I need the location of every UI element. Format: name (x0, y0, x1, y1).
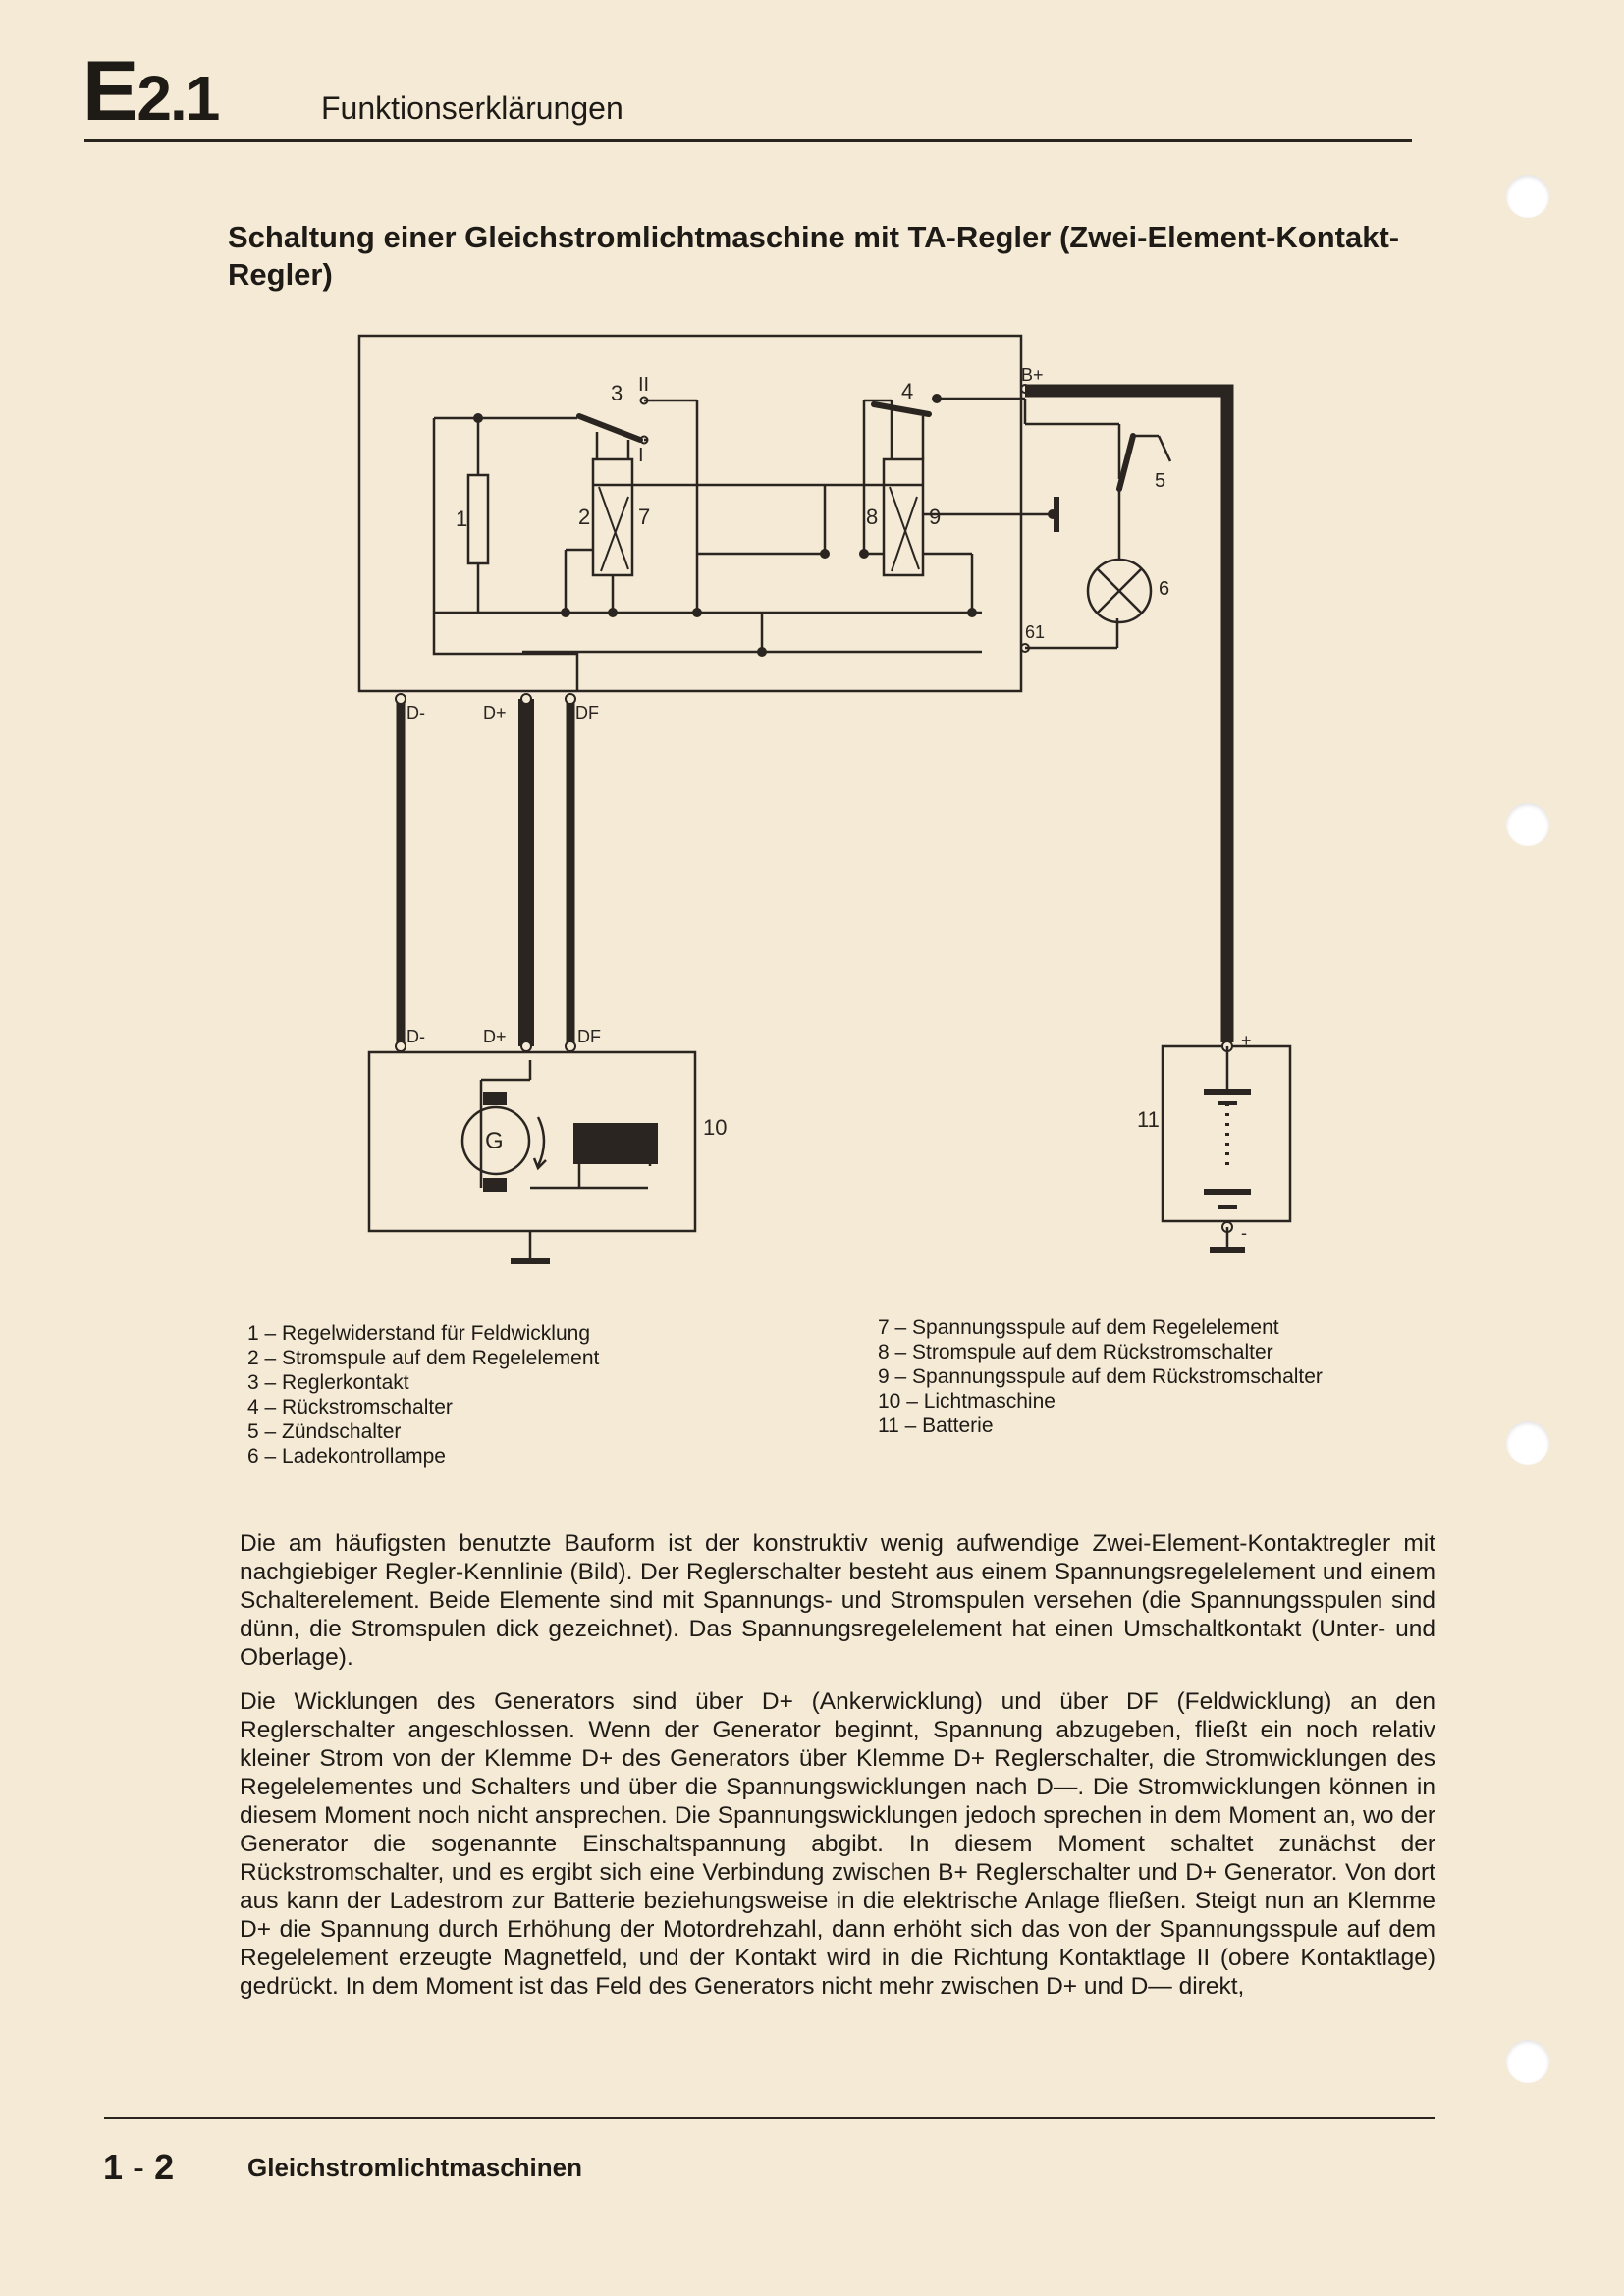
label-11: 11 (1137, 1107, 1160, 1132)
legend-item: 9 – Spannungsspule auf dem Rückstromschalter (878, 1365, 1323, 1388)
label-5: 5 (1155, 470, 1166, 492)
legend-item: 8 – Stromspule auf dem Rückstromschalter (878, 1341, 1273, 1363)
label-3: 3 (611, 381, 623, 405)
label-df-top: DF (575, 703, 599, 722)
charge-lamp-6 (1088, 489, 1151, 622)
cable-b-plus (1025, 391, 1227, 1042)
legend-item: 7 – Spannungsspule auf dem Regelelement (878, 1316, 1279, 1339)
page-minor: 2 (154, 2147, 175, 2187)
battery-11 (1204, 1046, 1251, 1249)
label-1: 1 (456, 507, 468, 531)
label-9: 9 (929, 505, 942, 529)
legend-item: 10 – Lichtmaschine (878, 1390, 1056, 1413)
label-b-plus: B+ (1021, 365, 1044, 385)
page-major: 1 (103, 2147, 124, 2187)
label-contact-upper: II (638, 374, 650, 396)
ignition-switch-5 (1119, 436, 1133, 489)
body-text (240, 1529, 1435, 2016)
footer-title: Gleichstromlichtmaschinen (247, 2153, 582, 2182)
label-8: 8 (866, 505, 879, 529)
coil-8-9 (884, 459, 923, 575)
page-sep: - (133, 2147, 145, 2187)
legend-item: 11 – Batterie (878, 1415, 994, 1437)
label-d-plus-bottom: D+ (483, 1027, 507, 1046)
label-d-minus-top: D- (406, 703, 425, 722)
paragraph-1: Die am häufigsten benutzte Bauform ist der konstruktiv wenig aufwendige Zwei-Element-Kontaktregler mit nachgiebiger Regler-Kennlinie (Bild). Der Reglerschalter besteht aus einem Spannungsregelelement und einem Schalterelement. Beide Elemente sind mit Spannungs- und Stromspulen versehen (die Spannungsspulen sind dünn, die Stromspulen dick gezeichnet). Das Spannungsregelelement hat einen Umschaltkontakt (Unter- und Oberlage). (240, 1530, 1435, 1671)
page-number (103, 2147, 174, 2188)
legend-item: 3 – Reglerkontakt (247, 1371, 409, 1394)
label-battery-minus: - (1241, 1223, 1247, 1243)
legend-item: 5 – Zündschalter (247, 1420, 402, 1443)
binder-hole-4 (1506, 2040, 1549, 2083)
section-number: 2.1 (136, 63, 219, 133)
coil-2-7 (593, 459, 632, 575)
legend-item: 1 – Regelwiderstand für Feldwicklung (247, 1322, 591, 1345)
label-df-bottom: DF (577, 1027, 601, 1046)
paragraph-2: Die Wicklungen des Generators sind über D+ (Ankerwicklung) und über DF (Feldwicklung) an den Reglerschalter angeschlossen. Wenn der Generator beginnt, Spannung abzugeben, fließt ein noch relativ kleiner Strom von der Klemme D+ des Generators über Klemme D+ Reglerschalter, die Stromwicklungen des Regelelementes und Schalters und über die Spannungswicklungen nach D—. Die Stromwicklungen können in diesem Moment noch nicht ansprechen. Die Spannungswicklungen jedoch sprechen in dem Moment an, wo der Generator die sogenannte Einschaltspannung abgibt. In diesem Moment schaltet zunächst der Rückstromschalter, und es ergibt sich eine Verbindung zwischen B+ Reglerschalter und D+ Generator. Von dort aus kann der Ladestrom zur Batterie beziehungsweise in die elektrische Anlage fließen. Steigt nun an Klemme D+ die Spannung durch Erhöhung der Motordrehzahl, dann erhöht sich das von der Spannungsspule auf dem Regelelement erzeugte Magnetfeld, und der Kontakt wird in die Richtung Kontaktlage II (obere Kontaktlage) gedrückt. In dem Moment ist das Feld des Generators nicht mehr zwischen D+ und D— direkt, (240, 1688, 1435, 2000)
return-current-switch-4 (874, 404, 929, 414)
label-d-plus-top: D+ (483, 703, 507, 722)
label-10: 10 (703, 1115, 728, 1140)
resistor-1 (468, 475, 488, 563)
legend-item: 6 – Ladekontrollampe (247, 1445, 446, 1468)
label-generator: G (485, 1128, 504, 1154)
regulator-contact-3 (579, 416, 640, 440)
footer-rule (104, 2117, 1435, 2119)
label-4: 4 (901, 379, 914, 403)
section-letter: E (82, 44, 137, 138)
field-winding (573, 1123, 658, 1164)
label-61: 61 (1025, 622, 1046, 642)
legend-right (878, 1315, 1323, 1438)
legend-item: 2 – Stromspule auf dem Regelelement (247, 1347, 600, 1369)
diagram-title: Schaltung einer Gleichstromlichtmaschine mit TA-Regler (Zwei-Element-Kontakt-Regler) (228, 220, 1400, 292)
label-d-minus-bottom: D- (406, 1027, 425, 1046)
binder-hole-3 (1506, 1421, 1549, 1465)
legend-left (247, 1321, 599, 1468)
label-2: 2 (578, 505, 591, 529)
label-battery-plus: + (1241, 1031, 1252, 1050)
label-7: 7 (638, 505, 651, 529)
label-6: 6 (1159, 578, 1170, 600)
header-title: Funktionserklärungen (321, 90, 623, 126)
legend-item: 4 – Rückstromschalter (247, 1396, 453, 1418)
label-contact-lower: I (638, 445, 644, 466)
